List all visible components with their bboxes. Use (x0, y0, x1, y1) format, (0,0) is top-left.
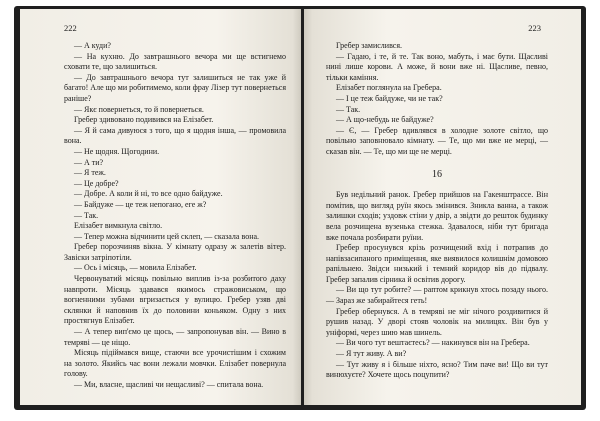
paragraph: Гребер просунувся крізь розчищений вхід і потрапив до напівзасипаного приміщення, яке виявилося колишнім домовою рапільнею. Звідси низький і темний коридор вів до підвалу. Гребер запалив сірника й освітив дорогу. (326, 243, 548, 284)
paragraph: — Не щодня. Щогодини. (74, 146, 160, 156)
paragraph: — Тут живу я і більше ніхто, ясно? Тим паче ви! Що ви тут винюхуєте? Хочете щось поцупити? (326, 359, 548, 380)
paragraph: — А що-небудь не байдуже? (336, 115, 434, 125)
paragraph: — Я тут живу. А ви? (336, 349, 407, 359)
paragraph: Місяць підіймався вище, стаючи все урочистішим і схожим на золото. Якийсь час вони лежали мовчки. Елізабет повернула голову. (64, 348, 286, 379)
paragraph: — Якє повернеться, то й повернеться. (74, 104, 204, 114)
paragraph: — Так. (74, 210, 99, 220)
left-text-column (64, 41, 286, 391)
paragraph: Гребер обернувся. А в темряві не міг нічого роздивитися й рушив назад. У дворі стояв чоловік на милицях. Він був у уніформі, через шию мав шинель. (326, 306, 548, 337)
paragraph: — Ось і місяць, — мовила Елізабет. (74, 263, 197, 273)
paragraph: Елізабет вимкнула світло. (74, 221, 163, 231)
paragraph: — Тепер можна відчинити цей склеп, — сказала вона. (74, 231, 260, 241)
right-page (304, 9, 581, 405)
paragraph: Гребер порозчиняв вікна. У кімнату одразу ж залетів вітер. Завіски затріпотіли. (64, 242, 286, 262)
paragraph: Гребер здивовано подивився на Елізабет. (74, 115, 214, 125)
paragraph: — Так. (336, 104, 361, 114)
left-page (20, 9, 301, 405)
paragraph: — Гадаю, і те, й те. Так воно, мабуть, і має бути. Щасливі нині лише корови. А може, й вони вже ні. Щасливе, певно, тільки каміння. (326, 51, 548, 82)
paragraph: — До завтрашнього вечора тут залишиться не так уже й багато! Але що ми робитимемо, коли фрау Лізер тут повернеться раніше? (64, 72, 286, 103)
page-number-left: 222 (64, 23, 77, 33)
paragraph: — А куди? (74, 41, 111, 50)
paragraph: — Байдуже — це теж непогано, еге ж? (74, 199, 207, 209)
paragraph: — І це теж байдуже, чи не так? (336, 93, 443, 103)
page-number-right: 223 (528, 23, 541, 33)
right-text-column (326, 41, 548, 381)
paragraph: — Це добре? (74, 178, 119, 188)
paragraph: Червонуватий місяць повільно виплив із-за розбитого даху навпроти. Місяць здавався якимось стражовиськом, що вогненними зубами вгризається у вулицю. Гребер узяв дві склянки й наповнив їх до половини коньяком. Одну з них простягнув Елізабет. (64, 274, 286, 326)
paragraph: — Ми, власне, щасливі чи нещасливі? — спитала вона. (74, 380, 264, 389)
chapter-heading: 16 (432, 168, 442, 180)
paragraph: Гребер замислився. (336, 41, 403, 50)
paragraph: Був недільний ранок. Гребер прийшов на Гакенштрассе. Він помітив, що вигляд руїн якось змінився. Зникла ванна, а також залишки сходів; уздовж стіни у двір, а звідти до решток будинку вела розчищена вузенька стежка. Здавалося, ніби тут бригада вже почала розбирати руїни. (326, 190, 548, 242)
paragraph: — Добре. А коли й ні, то все одно байдуже. (74, 189, 223, 199)
paragraph: — Ви що тут робите? — раптом крикнув хтось позаду нього. — Зараз же забирайтеся геть! (326, 285, 548, 306)
open-book (14, 6, 586, 410)
paragraph: — Є, — Гребер вдивлявся в холодне золоте світло, що повільно заповнювало кімнату. — Те, що ми вже не мерці, — сказав він. — Те, що ми ще не мерці. (326, 125, 548, 156)
paragraph: Елізабет поглянула на Гребера. (336, 83, 442, 93)
paragraph: — А тепер вип'ємо це щось, — запропонував він. — Вино в темряві — це ніщо. (64, 327, 286, 347)
paragraph: — А ти? (74, 157, 104, 167)
paragraph: — Я й сама дивуюся з того, що я щодня інша, — промовила вона. (64, 125, 286, 146)
paragraph: — Ви чого тут вештаєтесь? — накинувся він на Гребера. (336, 338, 530, 348)
paragraph: — На кухню. До завтрашнього вечора ми ще встигнемо сховати те, що залишиться. (64, 51, 286, 72)
paragraph: — Я теж. (74, 168, 106, 178)
